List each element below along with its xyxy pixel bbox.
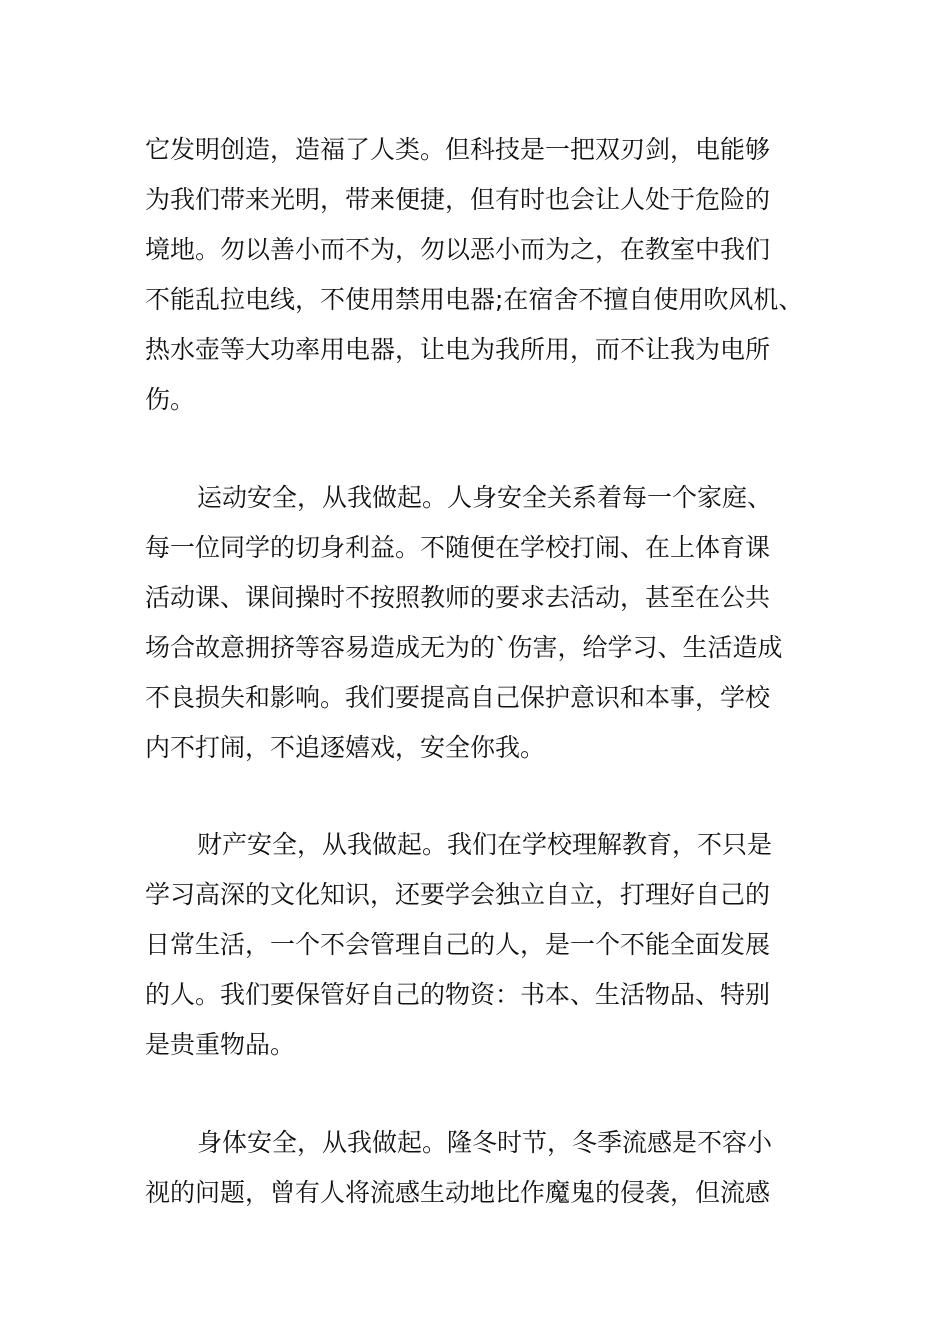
text-line: 不能乱拉电线，不使用禁用电器;在宿舍不擅自使用吹风机、	[145, 285, 804, 314]
text-line-first: 财产安全，从我做起。我们在学校理解教育，不只是	[197, 830, 773, 859]
text-line: 场合故意拥挤等容易造成无为的`伤害，给学习、生活造成	[145, 633, 783, 662]
paragraph-property-safety	[145, 820, 772, 1070]
text-line: 境地。勿以善小而不为，勿以恶小而为之，在教室中我们	[145, 235, 771, 264]
text-line: 每一位同学的切身利益。不随便在学校打闹、在上体育课	[145, 533, 771, 562]
paragraph-electricity-safety	[145, 125, 803, 425]
text-line: 内不打闹，不追逐嬉戏，安全你我。	[145, 733, 546, 762]
paragraph-health-safety	[145, 1118, 772, 1218]
text-line-first: 身体安全，从我做起。隆冬时节，冬季流感是不容小	[197, 1128, 773, 1157]
text-line: 视的问题，曾有人将流感生动地比作魔鬼的侵袭，但流感	[145, 1178, 771, 1207]
text-line: 日常生活，一个不会管理自己的人，是一个不能全面发展	[145, 930, 771, 959]
text-line: 不良损失和影响。我们要提高自己保护意识和本事，学校	[145, 683, 771, 712]
text-line-first: 运动安全，从我做起。人身安全关系着每一个家庭、	[197, 483, 773, 512]
text-line: 的人。我们要保管好自己的物资：书本、生活物品、特别	[145, 980, 771, 1009]
text-line: 为我们带来光明，带来便捷，但有时也会让人处于危险的	[145, 185, 771, 214]
text-line: 热水壶等大功率用电器，让电为我所用，而不让我为电所	[145, 335, 771, 364]
paragraph-sports-safety	[145, 473, 783, 773]
text-line: 是贵重物品。	[145, 1030, 296, 1059]
text-line: 活动课、课间操时不按照教师的要求去活动，甚至在公共	[145, 583, 771, 612]
text-line: 它发明创造，造福了人类。但科技是一把双刃剑，电能够	[145, 135, 771, 164]
text-line: 伤。	[145, 385, 196, 414]
text-line: 学习高深的文化知识，还要学会独立自立，打理好自己的	[145, 880, 771, 909]
